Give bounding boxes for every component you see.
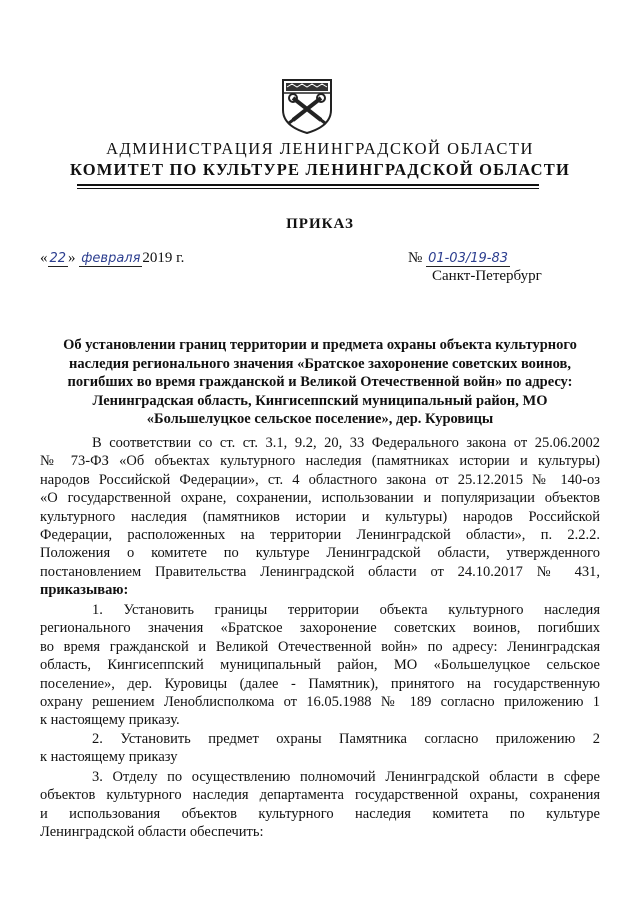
header-rule-thick xyxy=(77,184,539,186)
item-1-line: во время гражданской и Великой Отечественной войн» по адресу: Ленинградская xyxy=(40,638,600,655)
number-sign: № xyxy=(408,250,423,266)
subject-line: Ленинградская область, Кингисеппский муниципальный район, МО xyxy=(92,392,548,409)
preamble-line: В соответствии со ст. ст. 3.1, 9.2, 20, 33 Федерального закона от 25.06.2002 xyxy=(92,435,600,451)
preamble-line: постановлением Правительства Ленинградской области от 24.10.2017 № 431, xyxy=(40,563,600,580)
preamble-line: № 73-ФЗ «Об объектах культурного наследия (памятниках истории и культуры) xyxy=(40,453,600,470)
item-3-line: 3. Отделу по осуществлению полномочий Ленинградской области в сфере xyxy=(92,769,600,785)
subject-line: наследия регионального значения «Братское захоронение советских воинов, xyxy=(69,355,571,372)
preamble-line: «О государственной охране, сохранении, использовании и популяризации объектов xyxy=(40,490,600,507)
item-1-last-line: к настоящему приказу. xyxy=(40,712,180,729)
item-1-line: область, Кингисеппский муниципальный район, МО «Большелуцкое сельское xyxy=(40,657,600,674)
order-title: ПРИКАЗ xyxy=(286,216,354,232)
coat-of-arms-icon xyxy=(277,76,337,136)
date-year: 2019 г. xyxy=(142,250,185,266)
subject-line: «Большелуцкое сельское поселение», дер. Куровицы xyxy=(146,411,494,428)
date-month: февраля xyxy=(81,251,141,266)
preamble-line: народов Российской Федерации», ст. 4 областного закона от 25.12.2015 № 140-оз xyxy=(40,471,600,488)
preamble-conclusion: приказываю: xyxy=(40,582,129,599)
order-number xyxy=(408,250,510,267)
date-close-quote: » xyxy=(68,250,76,266)
administration-title: АДМИНИСТРАЦИЯ ЛЕНИНГРАДСКОЙ ОБЛАСТИ xyxy=(106,139,534,158)
item-1-paragraph xyxy=(40,601,600,730)
order-city: Санкт-Петербург xyxy=(432,268,542,284)
number-value: 01-03/19-83 xyxy=(428,251,508,266)
item-1-line: 1. Установить границы территории объекта культурного наследия xyxy=(92,602,600,618)
preamble-line: культурного наследия (памятников истории и культуры) народов Российской xyxy=(40,508,600,525)
preamble-line: Положения о комитете по культуре Ленинградской области, утвержденного xyxy=(40,545,600,562)
preamble-line: Федерации, расположенных на территории Ленинградской области», п. 2.2.2. xyxy=(40,527,600,544)
header-rule-thin xyxy=(77,188,539,189)
preamble-paragraph xyxy=(40,434,600,600)
order-date xyxy=(40,250,184,267)
item-1-line: охрану решением Леноблисполкома от 16.05.1988 № 189 согласно приложению 1 xyxy=(40,694,600,711)
item-3-paragraph xyxy=(40,768,600,842)
item-1-line: поселение», дер. Куровицы (далее - Памятник), принятого на государственную xyxy=(40,675,600,692)
item-1-line: регионального значения «Братское захоронение советских воинов, погибших xyxy=(40,620,600,637)
committee-title: КОМИТЕТ ПО КУЛЬТУРЕ ЛЕНИНГРАДСКОЙ ОБЛАСТИ xyxy=(69,160,571,179)
item-2-line: 2. Установить предмет охраны Памятника согласно приложению 2 xyxy=(92,731,600,747)
item-3-line: объектов культурного наследия департамента государственной охраны, сохранения xyxy=(40,787,600,804)
date-day: 22 xyxy=(49,251,67,266)
item-3-last-line: Ленинградской области обеспечить: xyxy=(40,824,264,841)
item-3-line: и использования объектов культурного наследия комитета по культуре xyxy=(40,805,600,822)
subject-line: Об установлении границ территории и предмета охраны объекта культурного xyxy=(63,337,577,353)
item-2-paragraph xyxy=(40,730,600,767)
date-open-quote: « xyxy=(40,250,48,266)
item-2-last-line: к настоящему приказу xyxy=(40,749,178,766)
subject-line: погибших во время гражданской и Великой Отечественной войн» по адресу: xyxy=(67,374,573,391)
order-subject xyxy=(40,336,600,429)
